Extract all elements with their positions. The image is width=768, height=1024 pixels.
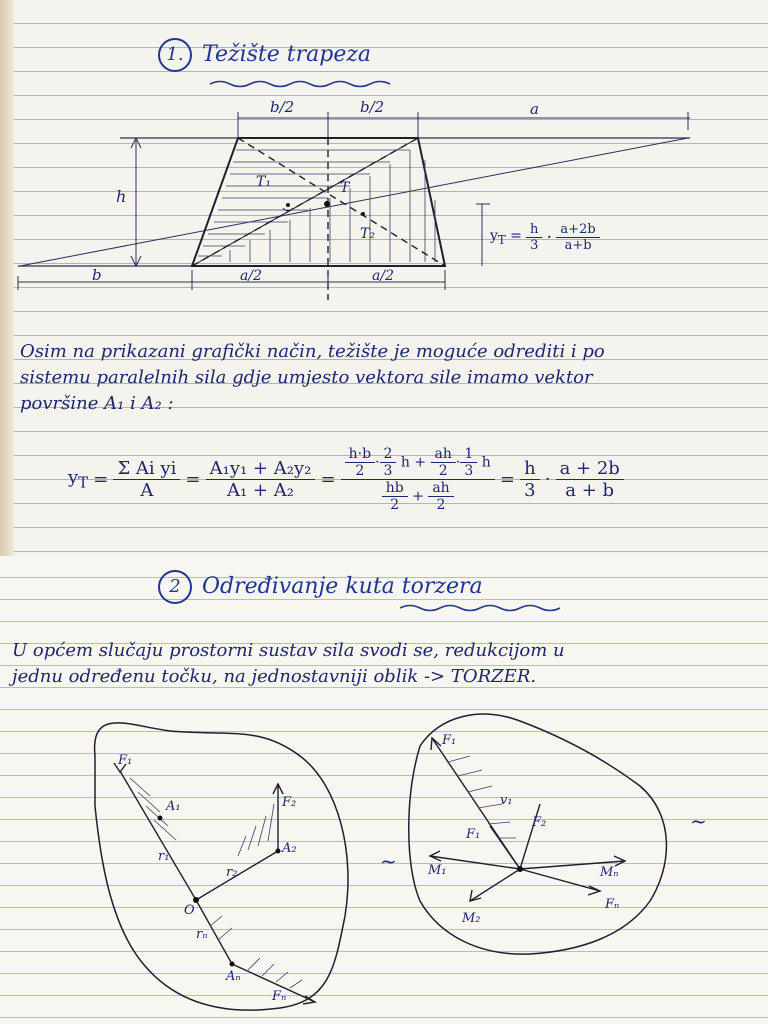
main-frac1: $\frac{\text{Σ Ai yi}}{A}$ [113, 458, 180, 501]
yt-lhs-sub: T [497, 232, 506, 247]
left-label-rn: rₙ [196, 927, 208, 942]
right-label-M1: M₁ [428, 863, 447, 878]
yt-lhs: y [490, 228, 498, 245]
right-label-Fn: Fₙ [605, 897, 620, 912]
right-body-outline [409, 714, 667, 954]
label-T2: T₂ [360, 226, 375, 242]
main-frac5: $\frac{a + 2b}{a + b}$ [556, 458, 624, 501]
label-T: T [340, 180, 350, 196]
main-eq1: = [93, 469, 109, 490]
main-lhs-sub: T [78, 473, 89, 492]
equivalence-tilde-right: ~ [690, 809, 707, 833]
label-h: h [116, 187, 127, 206]
main-frac2: $\frac{\text{A₁y₁ + A₂y₂}}{\text{A₁ + A₂}}$ [206, 458, 316, 501]
section1-number: 1. [158, 38, 192, 72]
right-label-Mn: Mₙ [600, 865, 619, 880]
label-b-half-2: b/2 [360, 98, 385, 116]
left-label-O: O [184, 903, 195, 918]
yt-ratio: $\frac{a+2b}{a+b}$ [556, 222, 599, 253]
left-label-r2: r₂ [226, 865, 238, 880]
yt-h-over-3: $\frac{h}{3}$ [526, 222, 542, 253]
section2-line-1: U općem slučaju prostorni sustav sila svodi se, redukcijom u [12, 640, 565, 661]
left-label-An: Aₙ [226, 969, 241, 984]
right-label-F2: F₂ [532, 815, 547, 830]
equivalence-tilde: ~ [380, 849, 397, 873]
lower-page [0, 556, 768, 1024]
label-a-half-1: a/2 [240, 268, 262, 284]
section2-title: Određivanje kuta torzera [202, 574, 483, 599]
label-a-half-2: a/2 [372, 268, 394, 284]
label-b-bottom: b [92, 266, 102, 284]
right-label-v1: v₁ [500, 793, 513, 808]
main-lhs: y [68, 467, 79, 489]
yt-side-formula [490, 222, 600, 253]
yt-eq: = [510, 228, 522, 245]
main-dot: · [544, 469, 551, 490]
label-b-half-1: b/2 [270, 98, 295, 116]
left-label-A1: A₁ [166, 799, 181, 814]
section1-paragraph [20, 340, 760, 416]
section1-line-1: Osim na prikazani grafički način, težište je moguće odrediti i po [20, 341, 605, 362]
right-label-F1b: F₁ [466, 827, 481, 842]
right-label-M2: M₂ [462, 911, 481, 926]
right-label-F1: F₁ [442, 733, 457, 748]
main-eq4: = [499, 469, 515, 490]
section1-line-3: površine A₁ i A₂ : [20, 393, 174, 414]
section2-line-2: jednu određenu točku, na jednostavniji oblik -> TORZER. [12, 666, 537, 687]
left-body-outline [95, 723, 348, 1010]
left-label-Fn: Fₙ [272, 989, 287, 1004]
yt-dot: · [546, 227, 553, 248]
force-system-diagrams [0, 556, 768, 1024]
left-label-r1: r₁ [158, 849, 170, 864]
label-T1: T₁ [256, 174, 271, 190]
section2-number: 2 [158, 570, 192, 604]
main-eq3: = [320, 469, 336, 490]
left-label-F2: F₂ [282, 795, 297, 810]
main-formula [68, 446, 758, 513]
label-a-top: a [530, 100, 539, 118]
section1-line-2: sistemu paralelnih sila gdje umjesto vektora sile imamo vektor [20, 367, 593, 388]
main-frac4: $\frac{h}{3}$ [520, 458, 540, 501]
main-frac3: $\frac{h\cdot b}{2}$ · $\frac{2}{3}$ h + $\frac{ah}{2}$ · $\frac{1}{3}$ h $\frac{hb}{2}$ + $\frac{ah}{2}$ [341, 446, 495, 513]
left-label-F1: F₁ [118, 753, 133, 768]
left-label-A2: A₂ [282, 841, 297, 856]
section1-title: Težište trapeza [202, 42, 372, 67]
main-eq2: = [185, 469, 201, 490]
